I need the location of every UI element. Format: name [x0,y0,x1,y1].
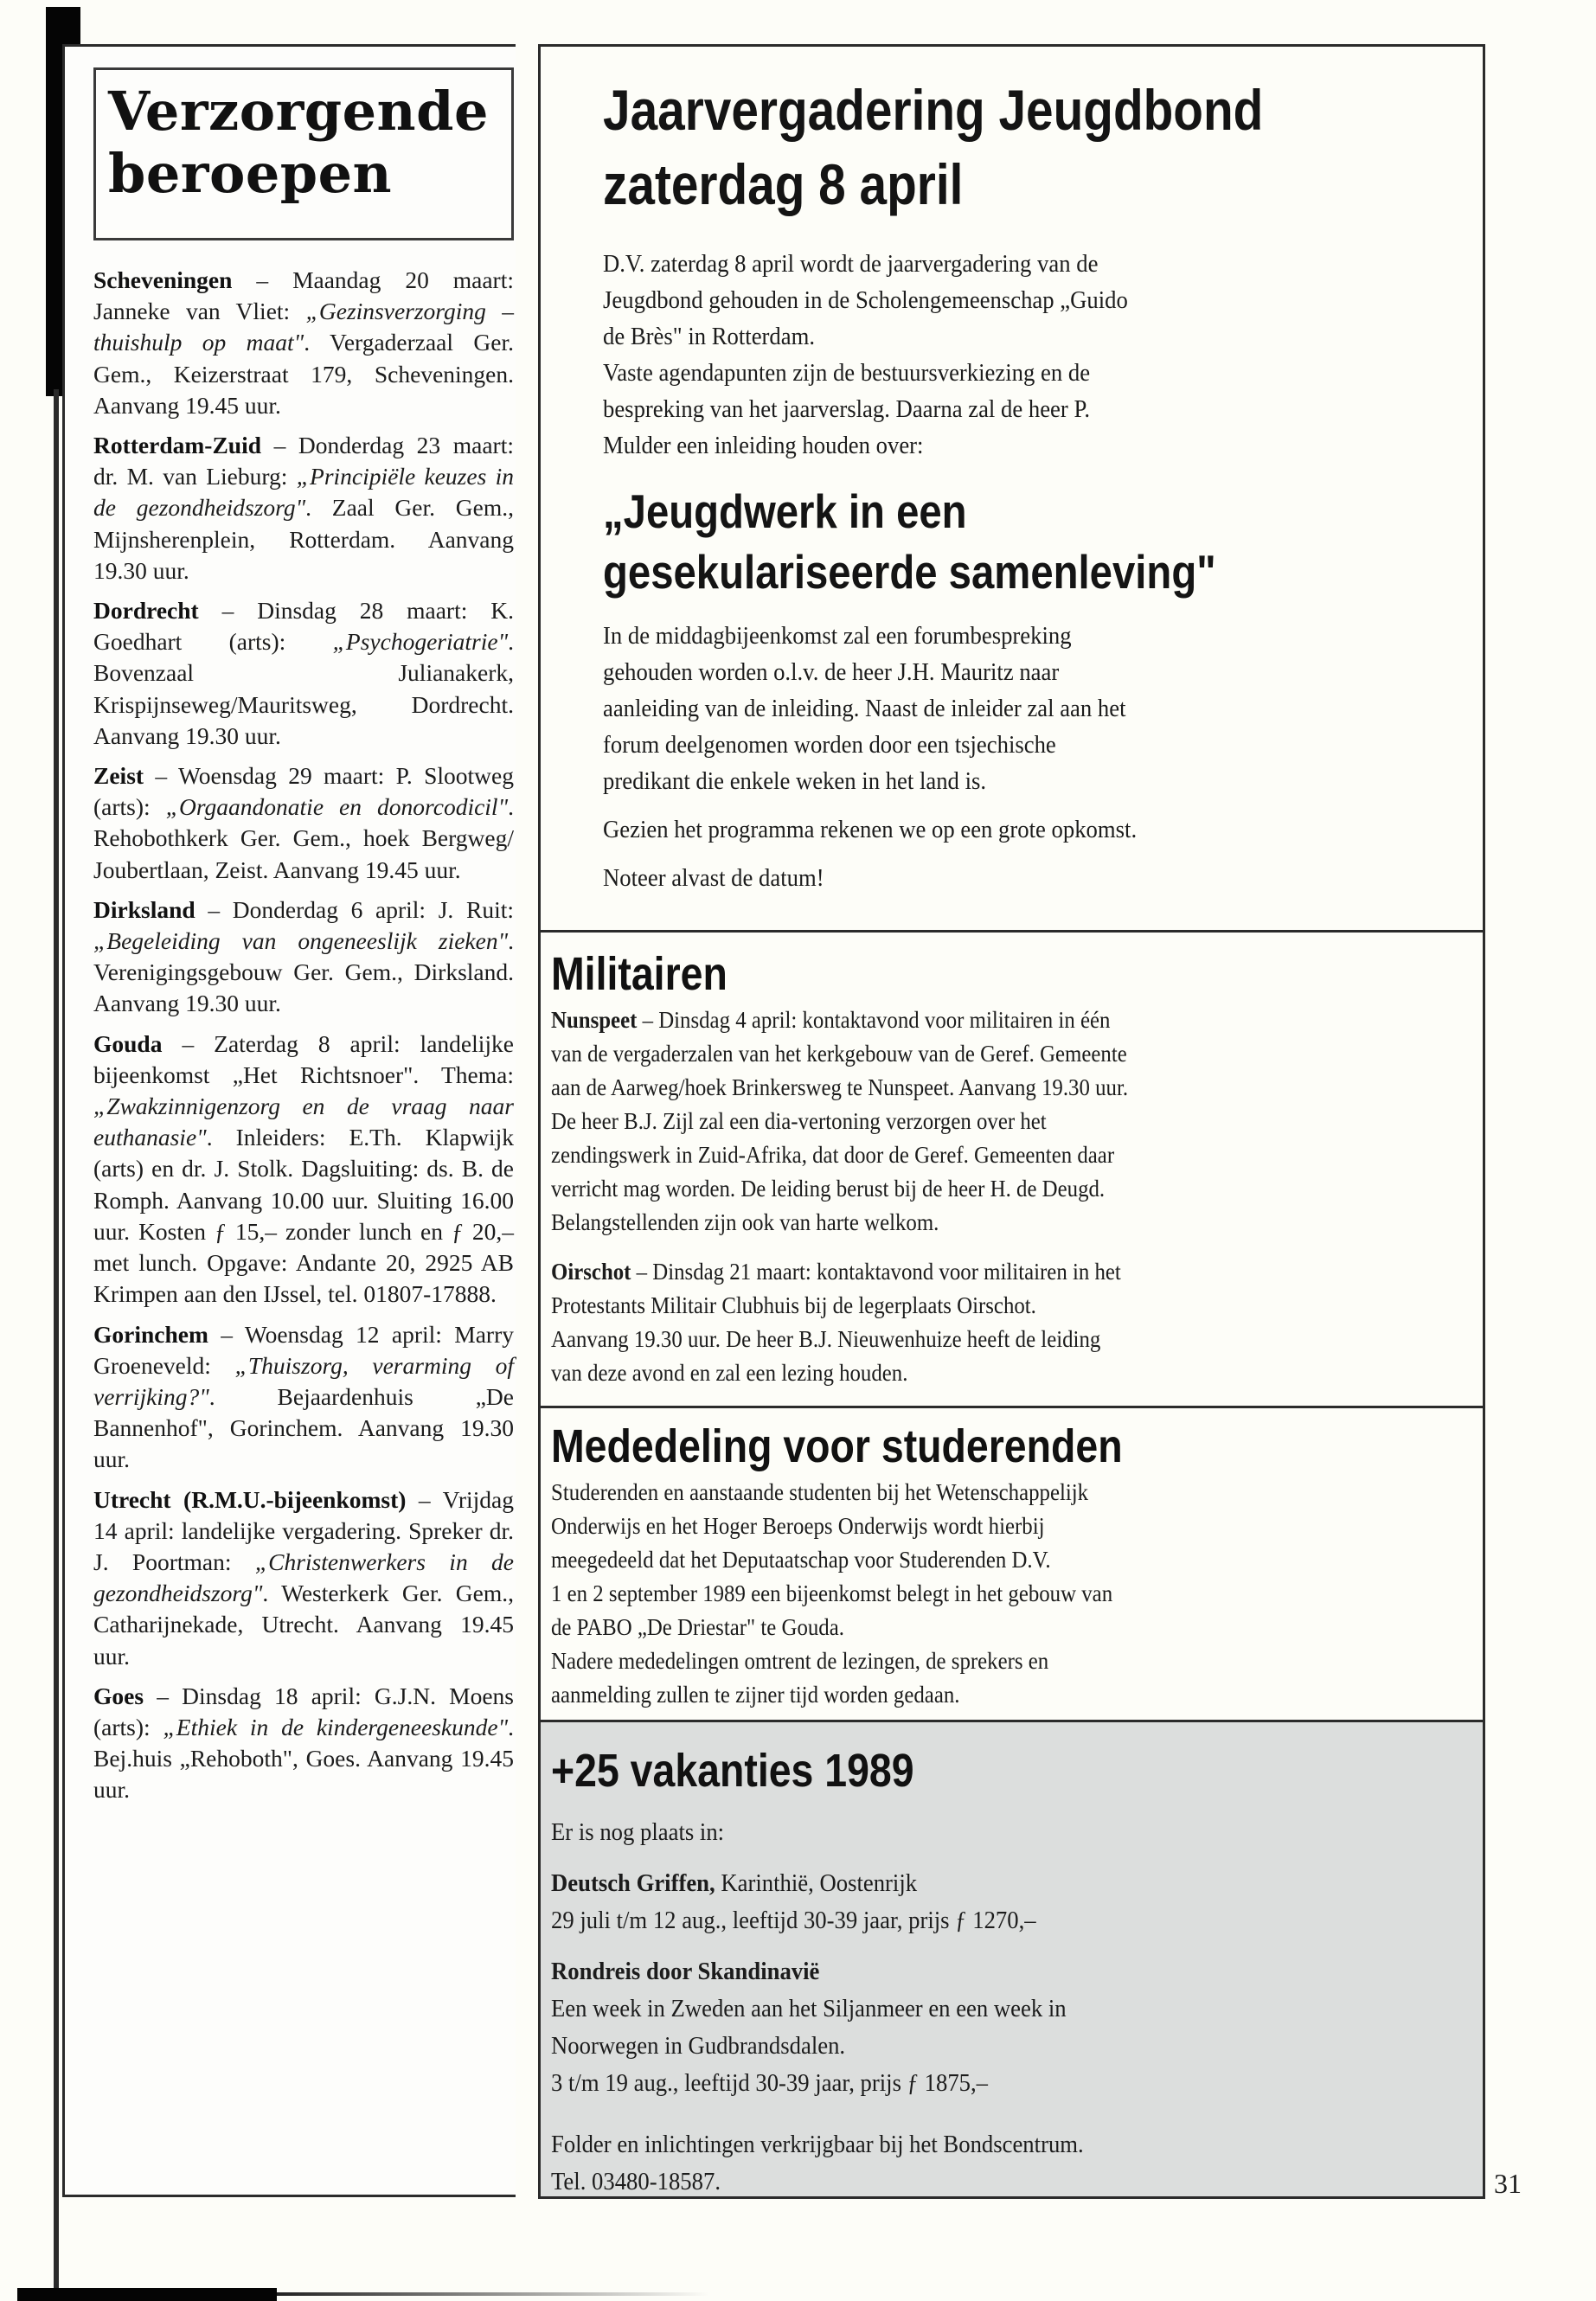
militairen-item-nunspeet [551,1003,1471,1240]
event-details: – Vrijdag 14 april: landelijke vergadering. Spreker dr. J. Poortman: [93,1485,514,1575]
event-location: . Zaal Ger. Gem., Mijnsherenplein, Rotterdam. Aanvang 19.30 uur. [93,494,515,584]
jaarvergadering-intro [603,246,1422,464]
forum-paragraph [603,618,1422,799]
event-list [93,265,514,1815]
verzorgende-beroepen-column [62,44,516,2197]
event-title: „Gezinsverzorging – thuishulp op maat" [93,298,515,356]
event-location: . Inleiders: E.Th. Klapwijk (arts) en dr. J. Stolk. Dagsluiting: ds. B. de Romph. Aanvang 10.00 uur. Sluiting 16.00 uur. Kosten ƒ 15,– zonder lunch en ƒ 20,– met lunch. Opgave: Andante 20, 2925 AB Krimpen aan den IJssel, tel. 01807-17888. [93,1124,514,1308]
trip-title [551,1953,1397,1990]
event-title: „Ethiek in de kindergeneeskunde" [163,1713,509,1740]
event-location: . Verenigingsgebouw Ger. Gem., Dirksland. Aanvang 19.30 uur. [93,927,514,1017]
text-line: Jeugdbond gehouden in de Scholengemeenschap „Guido [603,286,1128,314]
trip-details: 29 juli t/m 12 aug., leeftijd 30-39 jaar, prijs ƒ 1270,– [551,1907,1036,1934]
event-place: Gouda [93,1029,163,1057]
event-location: . Bej.huis „Rehoboth", Goes. Aanvang 19.45 uur. [93,1713,514,1804]
text-line: van de vergaderzalen van het kerkgebouw van de Geref. Gemeente [551,1041,1127,1067]
jaarvergadering-heading [603,73,1307,221]
text-line: Mulder een inleiding houden over: [603,432,924,459]
event-place: Gorinchem [93,1320,208,1348]
event-location: . Vergaderzaal Ger. Gem., Keizerstraat 179, Scheveningen. Aanvang 19.45 uur. [93,329,515,419]
text-line: predikant die enkele weken in het land is. [603,767,987,795]
event-location: . Bejaardenhuis „De Bannenhof", Gorinchem. Aanvang 19.30 uur. [93,1382,514,1473]
event-title: „Psychogeriatrie" [332,628,509,656]
event-details: – Dinsdag 4 april: kontaktavond voor militairen in één [637,1007,1111,1033]
event-details: – Dinsdag 28 maart: K. Goedhart (arts): [93,597,514,656]
event-details: – Zaterdag 8 april: landelijke bijeenkomst „Het Richtsnoer". Thema: [93,1029,514,1088]
militairen-item-oirschot [551,1255,1471,1390]
text-line: forum deelgenomen worden door een tsjechische [603,731,1056,759]
closing-text: Gezien het programma rekenen we op een grote opkomst. [603,816,1138,843]
event-entry [93,1484,514,1672]
lecture-title-line-2: gesekulariseerde samenleving" [603,545,1216,599]
event-place: Nunspeet [551,1007,638,1033]
announcements-column [538,44,1485,2199]
vakanties-intro: Er is nog plaats in: [551,1818,725,1846]
militairen-section [541,930,1483,1406]
event-place: Zeist [93,762,144,790]
event-location: . Westerkerk Ger. Gem., Catharijnekade, Utrecht. Aanvang 19.45 uur. [93,1580,514,1670]
text-line: aanmelding zullen te zijner tijd worden gedaan. [551,1682,960,1708]
trip-name: Deutsch Griffen, [551,1869,715,1897]
text-line: D.V. zaterdag 8 april wordt de jaarvergadering van de [603,250,1099,278]
event-entry [93,265,514,421]
text-line: zendingswerk in Zuid-Afrika, dat door de Geref. Gemeenten daar [551,1142,1115,1168]
text-line: Nadere mededelingen omtrent de lezingen, de sprekers en [551,1648,1049,1674]
event-details: – Dinsdag 18 april: G.J.N. Moens (arts): [93,1682,514,1740]
event-details: – Donderdag 6 april: J. Ruit: [195,895,514,923]
mededeling-section [541,1406,1483,1720]
event-location: . Rehobothkerk Ger. Gem., hoek Bergweg/ Joubertlaan, Zeist. Aanvang 19.45 uur. [93,793,514,883]
trip-location: Karinthië, Oostenrijk [715,1869,918,1897]
vakanties-section [541,1720,1483,2196]
event-title: „Thuiszorg, verarming of verrijking?" [93,1351,514,1410]
event-place: Goes [93,1682,144,1709]
trip-name: Rondreis door Skandinavië [551,1958,820,1985]
text-line: gehouden worden o.l.v. de heer J.H. Mauritz naar [603,658,1060,686]
text-line: aan de Aarweg/hoek Brinkersweg te Nunspeet. Aanvang 19.30 uur. [551,1074,1129,1100]
jaarvergadering-section [541,47,1483,930]
text-line: van deze avond en zal een lezing houden. [551,1360,908,1386]
event-title: „Principiële keuzes in de gezondheidszorg" [93,463,514,522]
event-details: – Woensdag 29 maart: P. Slootweg (arts): [93,762,514,821]
event-entry [93,894,514,1020]
text-line: de Brès" in Rotterdam. [603,323,816,350]
column-heading [108,80,499,205]
text-line: Studerenden en aanstaande studenten bij het Wetenschappelijk [551,1479,1089,1505]
text-line [551,1003,1397,1037]
text-line: 1 en 2 september 1989 een bijeenkomst belegt in het gebouw van [551,1580,1113,1606]
event-place: Oirschot [551,1259,631,1285]
text-line: In de middagbijeenkomst zal een forumbespreking [603,622,1072,650]
event-entry [93,1319,514,1476]
contact-info [551,2126,1471,2201]
text-line: aanleiding van de inleiding. Naast de inleider zal aan het [603,695,1126,722]
heading-line-2: beroepen [108,142,393,205]
event-entry [93,1029,514,1311]
trip-skandinavie [551,1953,1471,2102]
event-entry [93,430,514,586]
event-place: Dirksland [93,895,195,923]
event-entry [93,760,514,886]
heading-line-1: Jaarvergadering Jeugdbond [603,78,1264,142]
binding-edge-line [54,389,59,2301]
mededeling-heading: Mededeling voor studerenden [551,1420,1123,1472]
event-details: – Donderdag 23 maart: dr. M. van Lieburg: [93,432,514,490]
event-details: – Dinsdag 21 maart: kontaktavond voor militairen in het [631,1259,1121,1285]
page-number: 31 [1494,2168,1522,2199]
text-line: Onderwijs en het Hoger Beroeps Onderwijs wordt hierbij [551,1513,1045,1539]
event-title: „Orgaandonatie en donorcodicil" [165,793,509,821]
event-entry [93,595,514,752]
event-location: . Bovenzaal Julianakerk, Krispijnseweg/Mauritsweg, Dordrecht. Aanvang 19.30 uur. [93,628,514,749]
text-line: meegedeeld dat het Deputaatschap voor Studerenden D.V. [551,1547,1051,1573]
event-title: „Begeleiding van ongeneeslijk zieken" [93,927,509,955]
closing-text: Noteer alvast de datum! [603,864,824,892]
trip-description: Een week in Zweden aan het Siljanmeer en een week in [551,1995,1067,2022]
text-line: De heer B.J. Zijl zal een dia-vertoning verzorgen over het [551,1108,1047,1134]
militairen-heading: Militairen [551,948,727,1000]
trip-title [551,1865,1397,1902]
text-line: Belangstellenden zijn ook van harte welkom. [551,1209,939,1235]
phone-number: Tel. 03480-18587. [551,2168,721,2195]
text-line: de PABO „De Driestar" te Gouda. [551,1614,844,1640]
event-place: Dordrecht [93,597,199,625]
event-details: – Woensdag 12 april: Marry Groeneveld: [93,1320,514,1379]
text-line: Vaste agendapunten zijn de bestuursverkiezing en de [603,359,1091,387]
trip-description: Noorwegen in Gudbrandsdalen. [551,2032,846,2060]
bottom-edge-line [277,2292,709,2296]
text-line: bespreking van het jaarverslag. Daarna zal de heer P. [603,395,1090,423]
info-text: Folder en inlichtingen verkrijgbaar bij het Bondscentrum. [551,2131,1084,2158]
vakanties-heading: +25 vakanties 1989 [551,1745,914,1797]
text-line: Protestants Militair Clubhuis bij de legerplaats Oirschot. [551,1292,1036,1318]
column-heading-box [93,67,514,240]
heading-line-2: zaterdag 8 april [603,152,964,216]
event-place: Utrecht (R.M.U.-bijeenkomst) [93,1485,407,1513]
event-title: „Zwakzinnigenzorg en de vraag naar euthanasie" [93,1093,514,1151]
lecture-title-line-1: „Jeugdwerk in een [603,484,967,538]
event-place: Scheveningen [93,266,233,293]
heading-line-1: Verzorgende [108,80,489,143]
lecture-title [603,481,1307,602]
bottom-edge-bar [17,2288,277,2301]
event-place: Rotterdam-Zuid [93,432,262,459]
text-line: Aanvang 19.30 uur. De heer B.J. Nieuwenhuize heeft de leiding [551,1326,1101,1352]
event-entry [93,1681,514,1806]
event-title: „Christenwerkers in de gezondheidszorg" [93,1548,514,1607]
text-line: verricht mag worden. De leiding berust bij de heer H. de Deugd. [551,1176,1106,1202]
trip-details: 3 t/m 19 aug., leeftijd 30-39 jaar, prijs ƒ 1875,– [551,2069,989,2097]
text-line [551,1255,1397,1289]
trip-deutsch-griffen [551,1865,1471,1939]
event-details: – Maandag 20 maart: Janneke van Vliet: [93,266,514,325]
